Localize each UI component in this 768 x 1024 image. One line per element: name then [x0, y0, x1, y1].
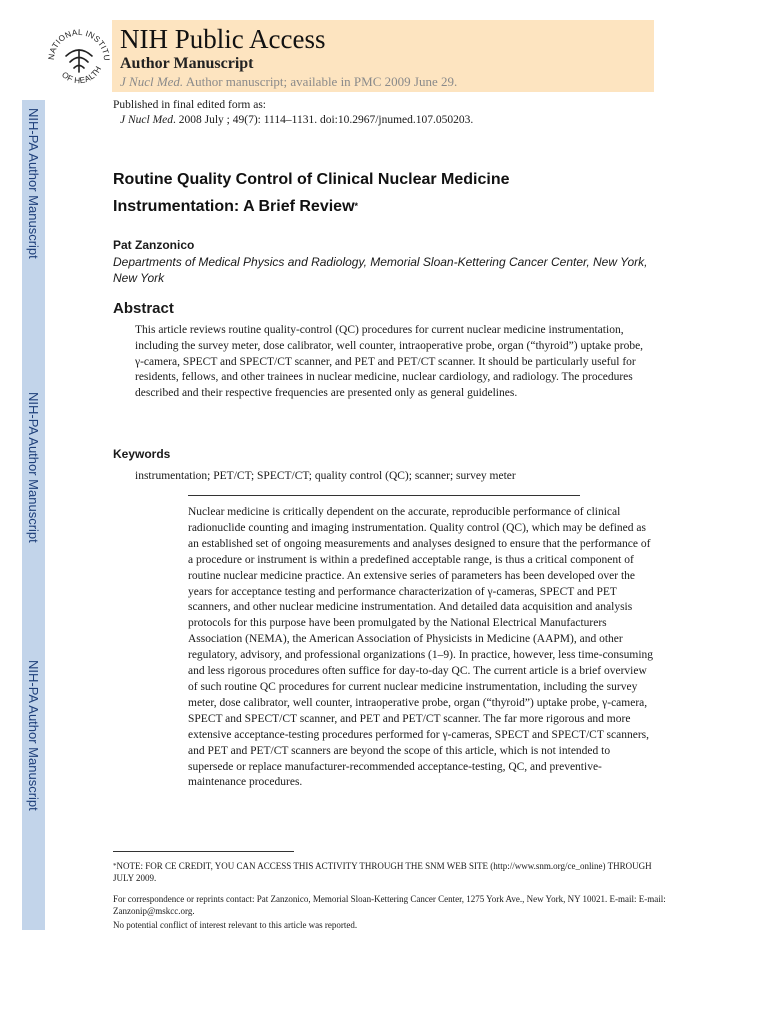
author-name: Pat Zanzonico [113, 238, 195, 252]
footnote-ce-credit [113, 860, 673, 884]
author-manuscript-label: Author Manuscript [120, 55, 254, 72]
seal-text-bottom: OF HEALTH [60, 64, 104, 86]
abstract-heading: Abstract [113, 300, 174, 317]
svg-text:NATIONAL INSTITUTES [44, 20, 111, 61]
publication-label: Published in final edited form as: [113, 99, 266, 111]
journal-abbrev: J Nucl Med. [120, 74, 184, 89]
title-line-2 [113, 193, 673, 220]
nih-header [112, 20, 654, 92]
sidebar-label: NIH-PA Author Manuscript [26, 392, 41, 543]
nih-seal-icon [44, 20, 112, 96]
title-footnote-mark: * [354, 201, 359, 211]
footnote-divider [113, 851, 294, 852]
publication-info [113, 98, 473, 128]
nih-public-access-title: NIH Public Access [120, 24, 326, 54]
keywords-heading: Keywords [113, 447, 171, 461]
body-paragraph: Nuclear medicine is critically dependent on the accurate, reproducible performance of clinical radionuclide counting and imaging instrumentation. Quality control (QC), which may be defined as an established set of ongoing measurements and analyses designed to ensure that the performance of a procedure or instrument is within a predefined acceptable range, is thus a critical component of routine nuclear medicine practice. An extensive series of parameters has been developed over the years for acceptance testing and performance characterization of γ-cameras, SPECT and PET scanners, and other nuclear medicine instrumentation. And detailed data acquisition and analysis protocols for this purpose have been promulgated by the National Electrical Manufacturers Association (NEMA), the American Association of Physicists in Medicine (AAPM), and other regulatory, advisory, and professional organizations (1–9). In practice, however, less time-consuming and less rigorous procedures often suffice for day-to-day QC. The current article is a brief overview of such routine QC procedures for current nuclear medicine instrumentation, including the survey meter, dose calibrator, well counter, intraoperative probe, organ (“thyroid”) uptake probe, γ-camera, SPECT and SPECT/CT scanner, and PET and PET/CT scanner. The far more rigorous and more extensive acceptance-testing procedures performed for γ-cameras, SPECT and SPECT/CT scanners, and PET and PET/CT scanners are beyond the scope of this article, which is not intended to supersede or replace manufacturer-recommended acceptance-testing, QC, and preventive-maintenance procedures. [188, 506, 654, 789]
availability-text: Author manuscript; available in PMC 2009 June 29. [183, 74, 458, 89]
seal-text-top: NATIONAL INSTITU [46, 27, 112, 62]
title-line-1: Routine Quality Control of Clinical Nuclear Medicine [113, 171, 510, 188]
article-title [113, 166, 673, 220]
availability-note [120, 74, 646, 90]
author-affiliation: Departments of Medical Physics and Radiology, Memorial Sloan-Kettering Cancer Center, New York, New York [113, 255, 648, 285]
svg-text:OF HEALTH [60, 65, 103, 86]
section-divider [188, 495, 580, 496]
footnote-mark: * [113, 862, 117, 870]
citation-line [113, 113, 473, 128]
sidebar-label: NIH-PA Author Manuscript [26, 108, 41, 259]
title-line-2-text: Instrumentation: A Brief Review [113, 198, 355, 215]
citation-journal: J Nucl Med [120, 114, 174, 126]
nih-pa-sidebar [22, 100, 45, 930]
footnote-ce-text: NOTE: FOR CE CREDIT, YOU CAN ACCESS THIS ACTIVITY THROUGH THE SNM WEB SITE (http://www.snm.org/ce_online) THROUGH JULY 2009. [113, 861, 652, 883]
citation-details: . 2008 July ; 49(7): 1114–1131. doi:10.2967/jnumed.107.050203. [173, 114, 474, 126]
abstract-text: This article reviews routine quality-control (QC) procedures for current nuclear medicine instrumentation, including the survey meter, dose calibrator, well counter, intraoperative probe, organ (“thyroid”) uptake probe, γ-camera, SPECT and SPECT/CT scanner, and PET and PET/CT scanner. It should be particularly useful for residents, fellows, and other trainees in nuclear medicine, nuclear cardiology, and radiology. The procedures described and their respective frequencies are presented only as general guidelines. [135, 324, 644, 400]
keywords-text: instrumentation; PET/CT; SPECT/CT; quality control (QC); scanner; survey meter [135, 470, 516, 482]
sidebar-label: NIH-PA Author Manuscript [26, 660, 41, 811]
footnote-correspondence: For correspondence or reprints contact: Pat Zanzonico, Memorial Sloan-Kettering Cancer Center, 1275 York Ave., New York, NY 10021. E-mail: E-mail: Zanzonip@mskcc.org. [113, 894, 666, 916]
footnote-conflict: No potential conflict of interest relevant to this article was reported. [113, 920, 358, 930]
